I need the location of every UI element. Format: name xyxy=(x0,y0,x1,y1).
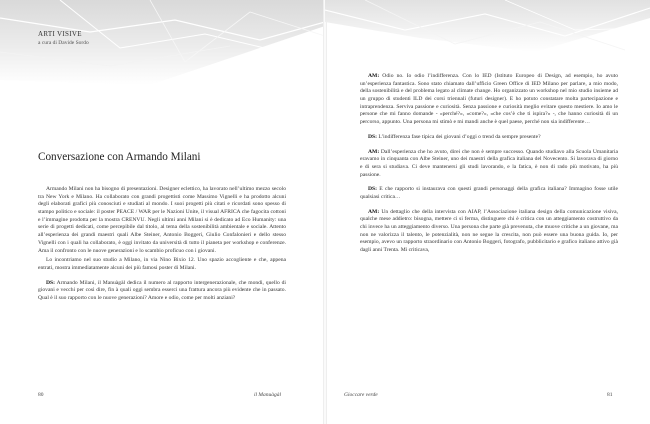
section-label: ARTI VISIVE xyxy=(38,30,82,38)
paragraph-text: Armando Milani, il Manuàgàl dedica il numero al rapporto intergenerazionale, che mondi, quello di giovani e vecchi per così dire, fin à quali oggi sembra esserci una frattura ancora più evidente che in passato. Qual è il suo rapporto con le nuove generazioni? Amore e odio, come per molti anziani? xyxy=(38,279,286,301)
right-body-text xyxy=(360,73,618,257)
left-body-text xyxy=(38,186,286,305)
paragraph xyxy=(360,149,618,180)
paragraph xyxy=(360,186,618,201)
paragraph-text: Odio no. Io odio l’indifferenza. Con lo IED (Istituto Europeo di Design, ad esempio, ho avuto un’esperienza fantastica. Sono stato chiamato dall’ufficio Green Office di IED Milano per parlare, a mio modo, della sostenibilità e del problema legato al climate change. Ho organizzato un workshop nel mio studio insieme ad un gruppo di studenti ILD dei corsi triennali (futuri designer). E ho potuto constatare molta partecipazione e intraprendenza. Serviva passione e curiosità. Senza passione e curiosità meglio evitare questo mestiere. Io amo le persone che mi fanno domande - «perché?», «come?», «che cos’è che ti ispira?» -, che hanno curiosità di un percorso, appunto. Una persona mi stimò e mi mandi anche è quel paese, perché non sia indifferente… xyxy=(360,73,618,126)
section-editor: a cura di Davide Sordo xyxy=(38,40,89,46)
speaker-label: AM: xyxy=(368,208,380,215)
paragraph xyxy=(360,73,618,127)
paragraph-text: Lo incontriamo nel suo studio a Milano, in via Nino Bixio 12. Uno spazio accogliente e che, appena entrati, mostra immediatamente alcuni dei più famosi poster di Milani. xyxy=(38,257,286,271)
speaker-label: AM: xyxy=(368,73,380,79)
paragraph xyxy=(360,209,618,255)
header-geometric-decoration xyxy=(325,0,650,70)
paragraph xyxy=(38,280,286,303)
paragraph-text: L’indifferenza fase tipica dei giovani d’oggi o trend da sempre presente? xyxy=(378,133,541,140)
paragraph-text: E che rapporto si instaurava con questi grandi personaggi della grafica italiana? Immagino fosse utile qualsiasi critica… xyxy=(360,186,618,200)
page-number-right: 81 xyxy=(607,392,613,398)
page-number-left: 80 xyxy=(38,392,44,398)
article-title: Conversazione con Armando Milani xyxy=(38,151,201,163)
paragraph-text: Dall’esperienza che ho avuto, direi che non è sempre successo. Quando studiavo alla Scuola Umanitaria eravamo in cinquanta con Albe Steiner, uno dei maestri della grafica italiana del Novecento. Si lavorava di giorno e di sera si studiava. Ci deve mantenersi gli studi lavorando, e la fatica, è non di rado più motivato, ha più passione. xyxy=(360,148,618,178)
running-footer-left: il Manuàgàl xyxy=(254,392,282,398)
paragraph xyxy=(38,257,286,272)
speaker-label: AM: xyxy=(368,148,380,155)
paragraph xyxy=(360,134,618,142)
paragraph-text: Un dettaglio che della intervista con AIAP, l’Associazione italiana design della comunicazione visiva, qualche mese addietro: bisogna, mettere ci si ferma, distinguere chi è critica con un atteggiamento costruttivo da chi invece ha un atteggiamento diverso. Una persona che parte già prevenuta, che muove critiche a un giovane, ma non ne valorizza il talento, le potenzialità, non ne segue la crescita, non può essere una buona guida. Io, per esempio, avevo un rapporto straordinario con Antonio Boggeri, fotografo, pubblicitario e grafico italiano attivo già dagli anni Trenta. Mi criticava, xyxy=(360,208,618,254)
paragraph-text: Armando Milani non ha bisogno di presentazioni. Designer eclettico, ha lavorato nell’ultimo mezzo secolo tra New York e Milano. Ha collaborato con grandi progettisti come Massimo Vignelli e ha prodotto alcuni degli elaborati grafici più conosciuti e studiati al mondo. I suoi progetti più citati e ricordati sono spesso di stampo politico e sociale: il poster PEACE / WAR per le Nazioni Unite, il visual AFRICA che fagocita cottoni e l’immagine prodotta per la mostra CRENVU. Negli ultimi anni Milani si è dedicato ad Eco Humanity: una serie di progetti dedicati, come percepibile dal titolo, al tema della sostenibilità ambientale e sociale. Attento all’esperienza dei grandi maestri quali Albe Steiner, Antonio Boggeri, Giulio Confalonieri e dello stesso Vignelli con i quali ha collaborato, è oggi invitato da università di tutto il pianeta per workshop e conferenze. Ama il confronto con le nuove generazioni e lo scambio proficuo con i giovani. xyxy=(38,186,286,254)
right-page xyxy=(325,0,650,424)
running-footer-right: Gioccare verde xyxy=(344,392,378,398)
paragraph xyxy=(38,186,286,255)
speaker-label: DS: xyxy=(368,133,378,140)
speaker-label: DS: xyxy=(46,279,56,286)
speaker-label: DS: xyxy=(368,186,378,193)
